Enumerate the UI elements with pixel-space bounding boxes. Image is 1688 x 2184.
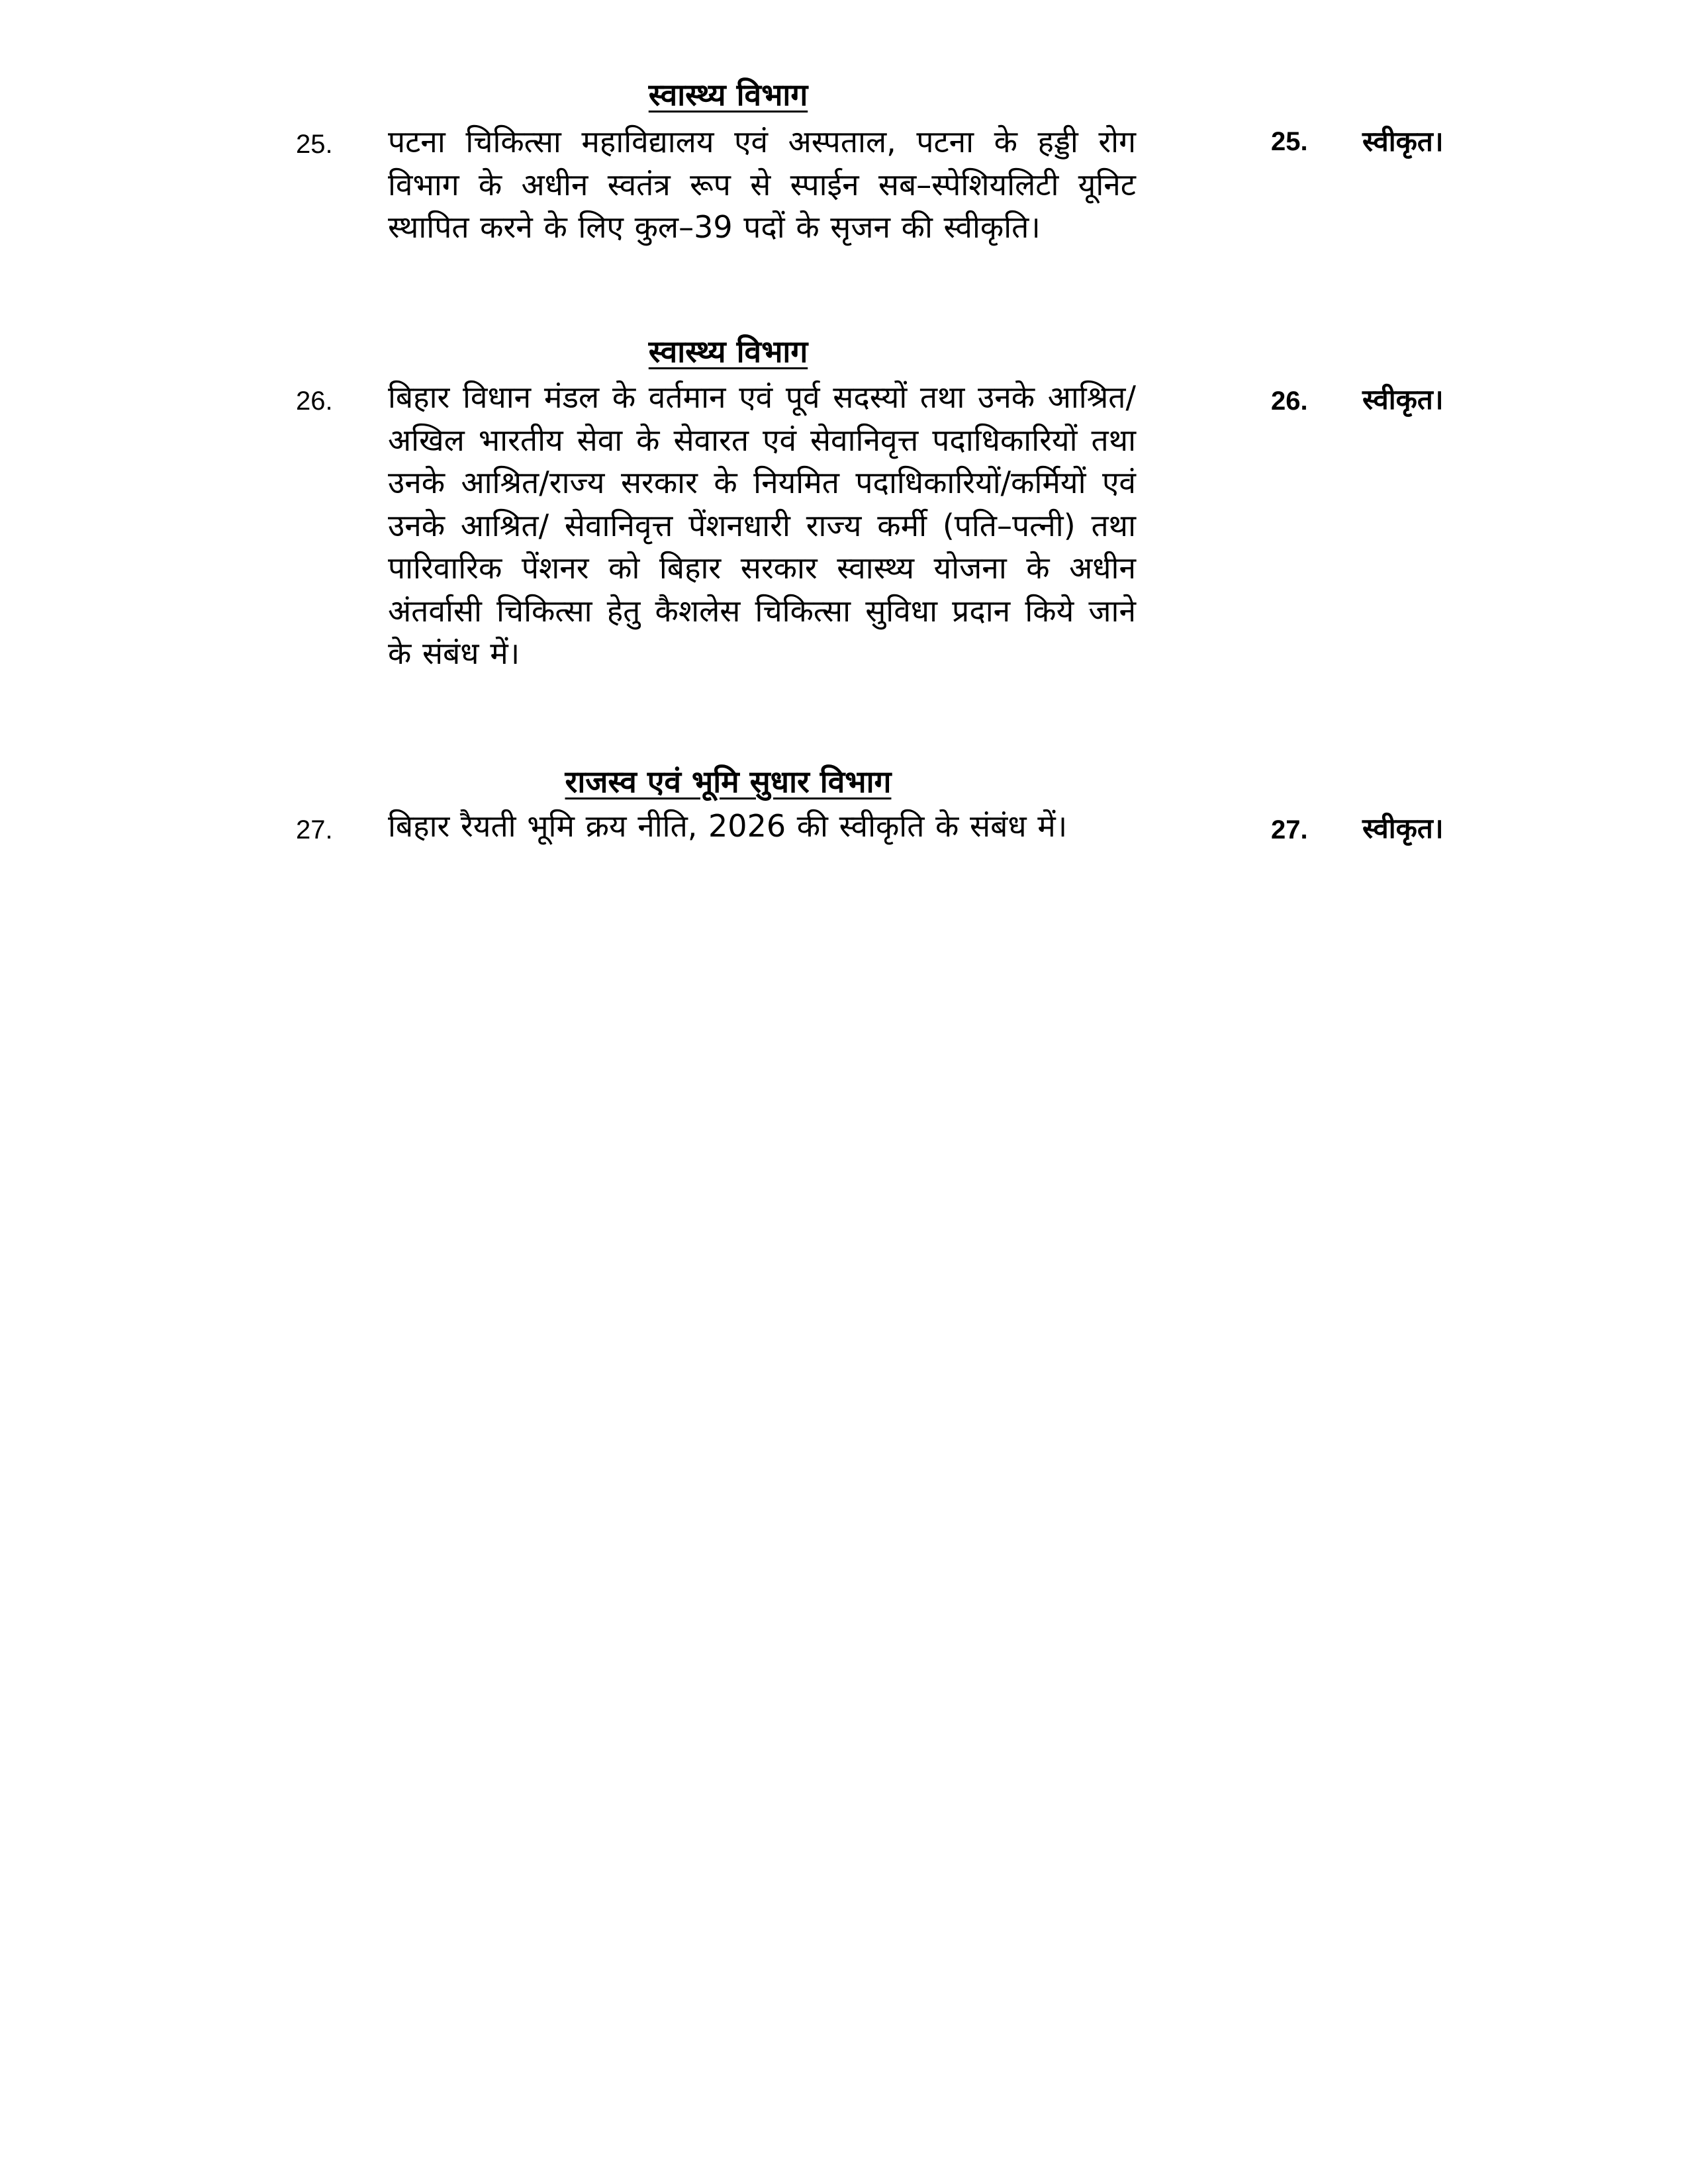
item-serial: 26. — [296, 387, 333, 416]
decision-serial: 25. — [1271, 127, 1308, 156]
decision-serial: 27. — [1271, 815, 1308, 844]
item-serial: 27. — [296, 815, 333, 844]
decision-status: स्वीकृत। — [1362, 383, 1444, 416]
department-heading: स्वास्थ्य विभाग — [648, 77, 808, 113]
item-description: बिहार विधान मंडल के वर्तमान एवं पूर्व सदस्यों तथा उनके आश्रित/अखिल भारतीय सेवा के सेवारत एवं सेवानिवृत्त पदाधिकारियों तथा उनके आश्रित/राज्य सरकार के नियमित पदाधिकारियों/कर्मियों एवं उनके आश्रित/ सेवानिवृत्त पेंशनधारी राज्य कर्मी (पति–पत्नी) तथा पारिवारिक पेंशनर को बिहार सरकार स्वास्थ्य योजना के अधीन अंतर्वासी चिकित्सा हेतु कैशलेस चिकित्सा सुविधा प्रदान किये जाने के संबंध में। — [388, 379, 1136, 671]
decision-status: स्वीकृत। — [1362, 125, 1444, 158]
department-heading: स्वास्थ्य विभाग — [648, 334, 808, 369]
decision-serial: 26. — [1271, 387, 1308, 416]
item-description: पटना चिकित्सा महाविद्यालय एवं अस्पताल, पटना के हड्डी रोग विभाग के अधीन स्वतंत्र रूप से स्पाईन सब–स्पेशियलिटी यूनिट स्थापित करने के लिए कुल–39 पदों के सृजन की स्वीकृति। — [388, 124, 1136, 245]
department-heading: राजस्व एवं भूमि सुधार विभाग — [565, 764, 892, 799]
item-serial: 25. — [296, 130, 333, 159]
decision-status: स्वीकृत। — [1362, 812, 1444, 844]
item-description: बिहार रैयती भूमि क्रय नीति, 2026 की स्वीकृति के संबंध में। — [388, 808, 1068, 844]
